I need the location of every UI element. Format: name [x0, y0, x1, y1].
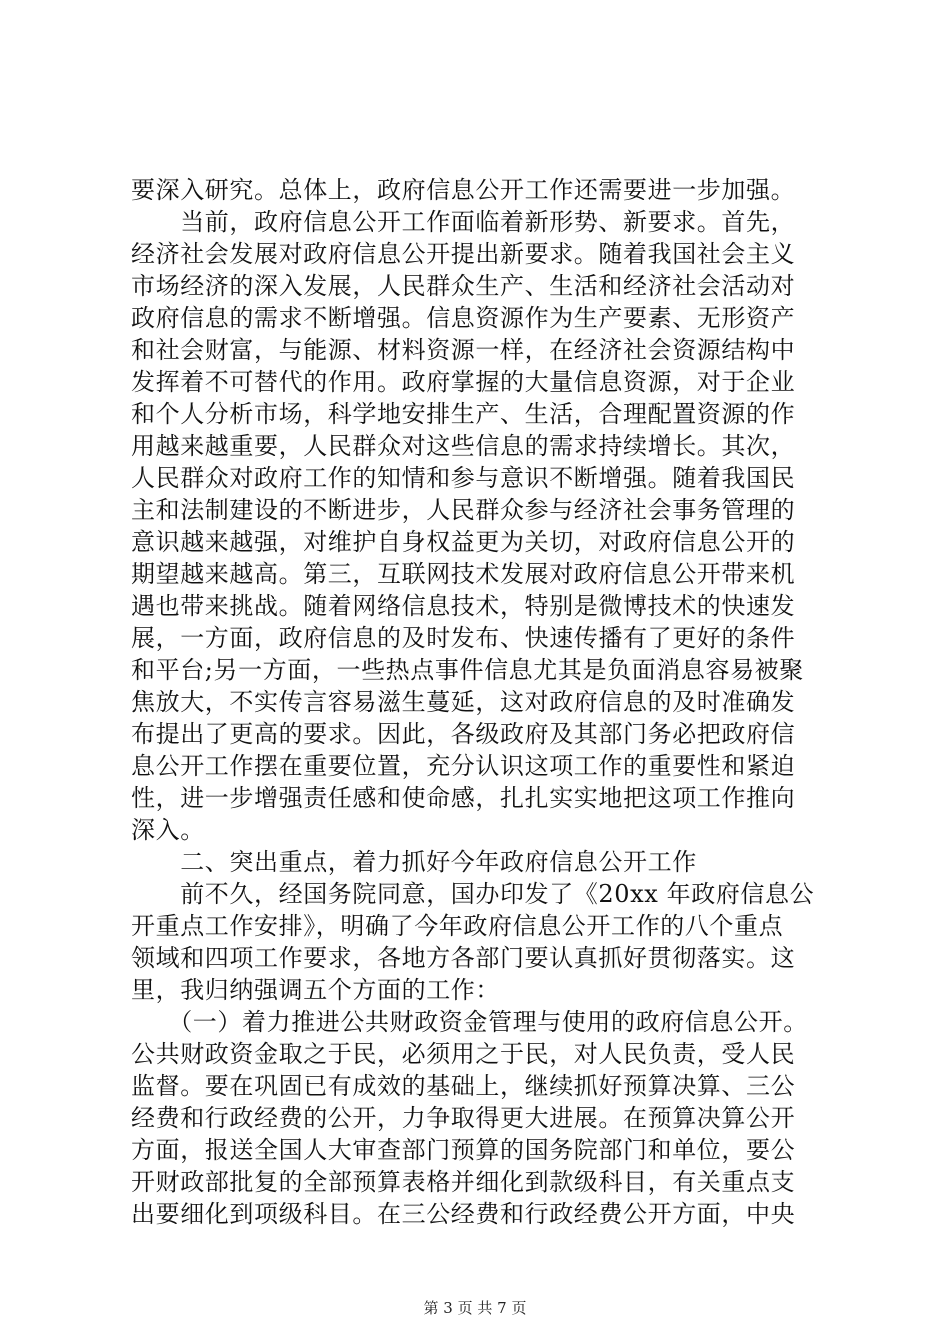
text-line: 和社会财富，与能源、材料资源一样，在经济社会资源结构中: [131, 336, 796, 364]
text-line: 开重点工作安排》，明确了今年政府信息公开工作的八个重点: [131, 912, 784, 940]
page-number-footer: 第 3 页 共 7 页: [423, 1299, 527, 1317]
text-line: 领域和四项工作要求，各地方各部门要认真抓好贯彻落实。这: [131, 944, 796, 972]
text-line: 和平台;另一方面，一些热点事件信息尤其是负面消息容易被聚: [131, 656, 804, 684]
text-line: 性，进一步增强责任感和使命感，扎扎实实地把这项工作推向: [131, 784, 796, 812]
text-line: 开财政部批复的全部预算表格并细化到款级科目，有关重点支: [131, 1168, 796, 1196]
text-line: 焦放大，不实传言容易滋生蔓延，这对政府信息的及时准确发: [131, 688, 796, 716]
text-line: 公共财政资金取之于民，必须用之于民，对人民负责，受人民: [131, 1040, 796, 1068]
text-line: 当前，政府信息公开工作面临着新形势、新要求。首先，: [131, 208, 796, 236]
text-line: 布提出了更高的要求。因此，各级政府及其部门务必把政府信: [131, 720, 796, 748]
text-line: 展，一方面，政府信息的及时发布、快速传播有了更好的条件: [131, 624, 796, 652]
text-line: 期望越来越高。第三，互联网技术发展对政府信息公开带来机: [131, 560, 796, 588]
text-line: 主和法制建设的不断进步，人民群众参与经济社会事务管理的: [131, 496, 796, 524]
section-heading: 二、突出重点，着力抓好今年政府信息公开工作: [131, 848, 697, 876]
text-line: 前不久，经国务院同意，国办印发了《20xx 年政府信息公: [131, 880, 815, 908]
text-line: 经费和行政经费的公开，力争取得更大进展。在预算决算公开: [131, 1104, 796, 1132]
text-line: 要深入研究。总体上，政府信息公开工作还需要进一步加强。: [131, 176, 796, 204]
text-line: 用越来越重要，人民群众对这些信息的需求持续增长。其次，: [131, 432, 796, 460]
text-line: 市场经济的深入发展，人民群众生产、生活和经济社会活动对: [131, 272, 796, 300]
text-line: 政府信息的需求不断增强。信息资源作为生产要素、无形资产: [131, 304, 796, 332]
text-line: 人民群众对政府工作的知情和参与意识不断增强。随着我国民: [131, 464, 796, 492]
text-line: 方面，报送全国人大审查部门预算的国务院部门和单位，要公: [131, 1136, 796, 1164]
subsection-heading: （一）着力推进公共财政资金管理与使用的政府信息公开。: [131, 1008, 808, 1036]
text-line: 出要细化到项级科目。在三公经费和行政经费公开方面，中央: [131, 1200, 796, 1228]
text-line: 遇也带来挑战。随着网络信息技术，特别是微博技术的快速发: [131, 592, 796, 620]
text-line: 监督。要在巩固已有成效的基础上，继续抓好预算决算、三公: [131, 1072, 796, 1100]
text-line: 意识越来越强，对维护自身权益更为关切，对政府信息公开的: [131, 528, 796, 556]
text-line: 深入。: [131, 816, 205, 844]
text-line: 和个人分析市场，科学地安排生产、生活，合理配置资源的作: [131, 400, 796, 428]
text-line: 经济社会发展对政府信息公开提出新要求。随着我国社会主义: [131, 240, 796, 268]
text-line: 里，我归纳强调五个方面的工作：: [131, 976, 500, 1004]
text-line: 发挥着不可替代的作用。政府掌握的大量信息资源，对于企业: [131, 368, 796, 396]
text-line: 息公开工作摆在重要位置，充分认识这项工作的重要性和紧迫: [131, 752, 796, 780]
